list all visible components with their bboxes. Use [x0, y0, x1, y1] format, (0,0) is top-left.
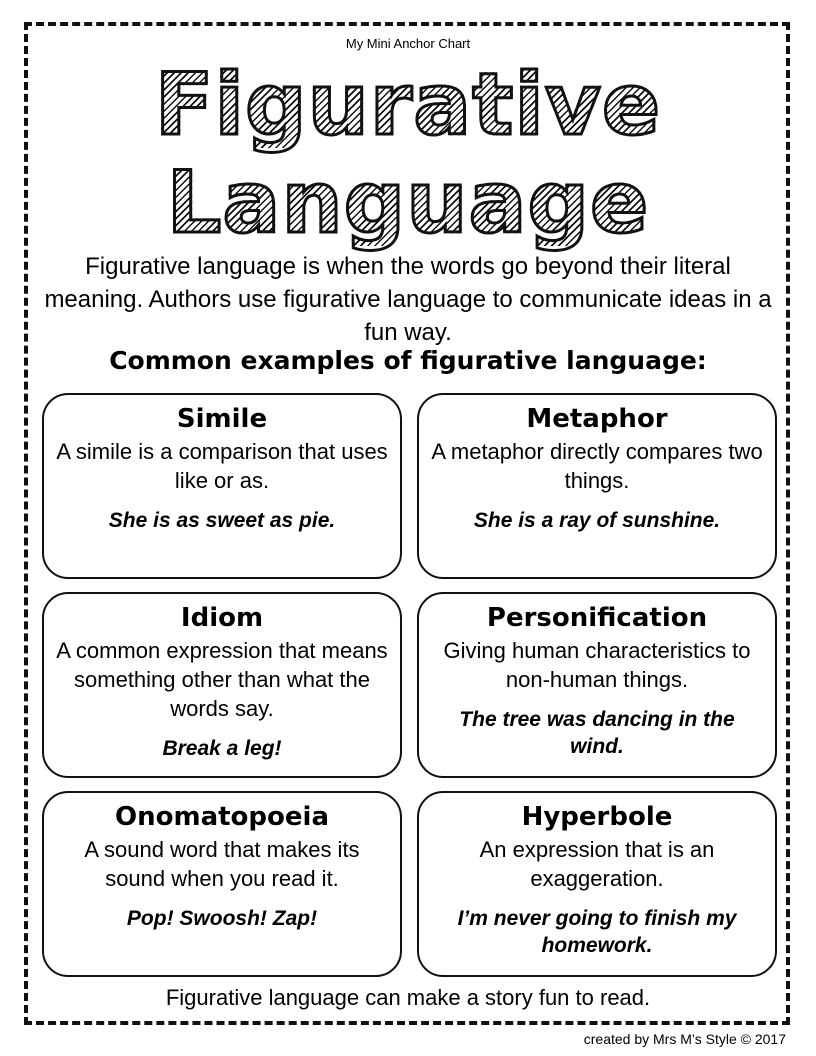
card-idiom	[42, 592, 402, 778]
card-definition: A simile is a comparison that uses like or as.	[56, 439, 388, 493]
card-simile	[42, 393, 402, 579]
card-title: Onomatopoeia	[115, 802, 329, 832]
card-title: Personification	[486, 603, 708, 633]
card-definition: Giving human characteristics to non-human things.	[443, 638, 751, 692]
card-example: She is a ray of sunshine.	[473, 509, 721, 532]
card-example: Break a leg!	[162, 737, 282, 760]
examples-heading: Common examples of figurative language:	[109, 346, 707, 375]
credit-line: created by Mrs M’s Style © 2017	[583, 1031, 786, 1047]
footer-text: Figurative language can make a story fun to read.	[165, 985, 651, 1010]
card-metaphor	[417, 393, 777, 579]
subtitle: My Mini Anchor Chart	[345, 36, 471, 51]
title-line-2: Language	[0, 160, 816, 246]
intro-paragraph: Figurative language is when the words go beyond their literal meaning. Authors use figurative language to communicate ideas in a fun way.	[44, 253, 772, 346]
card-onomatopoeia	[42, 791, 402, 977]
card-title: Metaphor	[526, 404, 668, 434]
card-definition: An expression that is an exaggeration.	[479, 837, 715, 891]
card-definition: A sound word that makes its sound when you read it.	[84, 837, 360, 891]
card-personification	[417, 592, 777, 778]
card-example: Pop! Swoosh! Zap!	[126, 907, 318, 930]
card-definition: A common expression that means something other than what the words say.	[56, 638, 388, 721]
card-hyperbole	[417, 791, 777, 977]
title-line-1: Figurative	[0, 62, 816, 148]
card-example: She is as sweet as pie.	[108, 509, 336, 532]
card-title: Hyperbole	[521, 802, 673, 832]
card-example: The tree was dancing in the wind.	[459, 708, 735, 758]
card-title: Idiom	[180, 603, 264, 633]
card-example: I’m never going to finish my homework.	[457, 907, 737, 957]
card-definition: A metaphor directly compares two things.	[431, 439, 763, 493]
card-title: Simile	[176, 404, 268, 434]
